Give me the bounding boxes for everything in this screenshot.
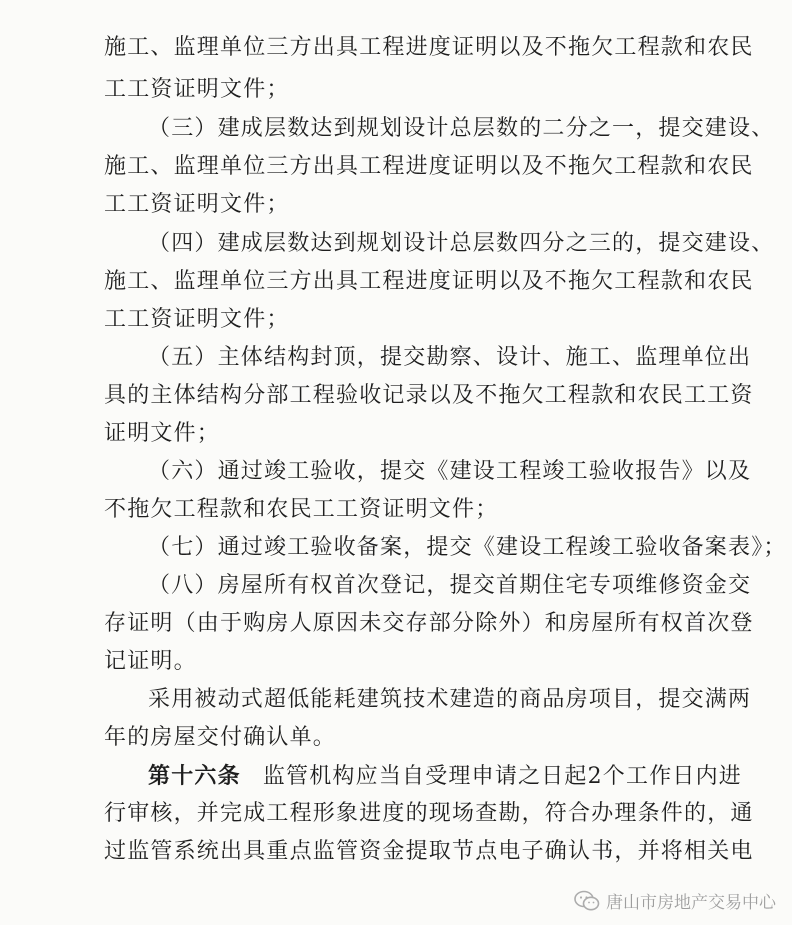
text-line: 过监管系统出具重点监管资金提取节点电子确认书，并将相关电 [104, 839, 754, 864]
text-line: 施工、监理单位三方出具工程进度证明以及不拖欠工程款和农民 [104, 269, 754, 294]
text-line: （五）主体结构封顶，提交勘察、设计、施工、监理单位出 [148, 345, 752, 370]
text-line: 存证明（由于购房人原因未交存部分除外）和房屋所有权首次登 [104, 611, 754, 636]
text-line: 具的主体结构分部工程验收记录以及不拖欠工程款和农民工工资 [104, 383, 754, 408]
text-line: 施工、监理单位三方出具工程进度证明以及不拖欠工程款和农民 [104, 154, 754, 179]
text-line: 工工资证明文件； [104, 192, 290, 217]
text-line: 证明文件； [104, 421, 221, 446]
text-line: 年的房屋交付确认单。 [104, 725, 337, 750]
text-line: 不拖欠工程款和农民工工资证明文件； [104, 497, 499, 522]
text-line: 记证明。 [104, 649, 197, 674]
text-line: 行审核，并完成工程形象进度的现场查勘，符合办理条件的，通 [104, 801, 754, 826]
text-line: （六）通过竣工验收，提交《建设工程竣工验收报告》以及 [148, 459, 752, 484]
watermark-text: 唐山市房地产交易中心 [606, 893, 776, 913]
text-line: 施工、监理单位三方出具工程进度证明以及不拖欠工程款和农民 [104, 35, 754, 60]
watermark [574, 888, 776, 913]
text-line: （四）建成层数达到规划设计总层数四分之三的，提交建设、 [148, 231, 775, 256]
article-16-text: 监管机构应当自受理申请之日起2个工作日内进 [262, 764, 743, 789]
text-line: 采用被动式超低能耗建筑技术建造的商品房项目，提交满两 [148, 687, 752, 712]
text-line: （八）房屋所有权首次登记，提交首期住宅专项维修资金交 [148, 573, 752, 598]
article-16-heading: 第十六条 [148, 763, 241, 789]
text-line: 工工资证明文件； [104, 307, 290, 332]
article-16-first-line [148, 761, 792, 791]
wechat-icon [574, 890, 600, 912]
text-line: （七）通过竣工验收备案，提交《建设工程竣工验收备案表》； [148, 535, 787, 560]
text-line: 工工资证明文件； [104, 77, 290, 102]
text-line: （三）建成层数达到规划设计总层数的二分之一，提交建设、 [148, 116, 775, 141]
